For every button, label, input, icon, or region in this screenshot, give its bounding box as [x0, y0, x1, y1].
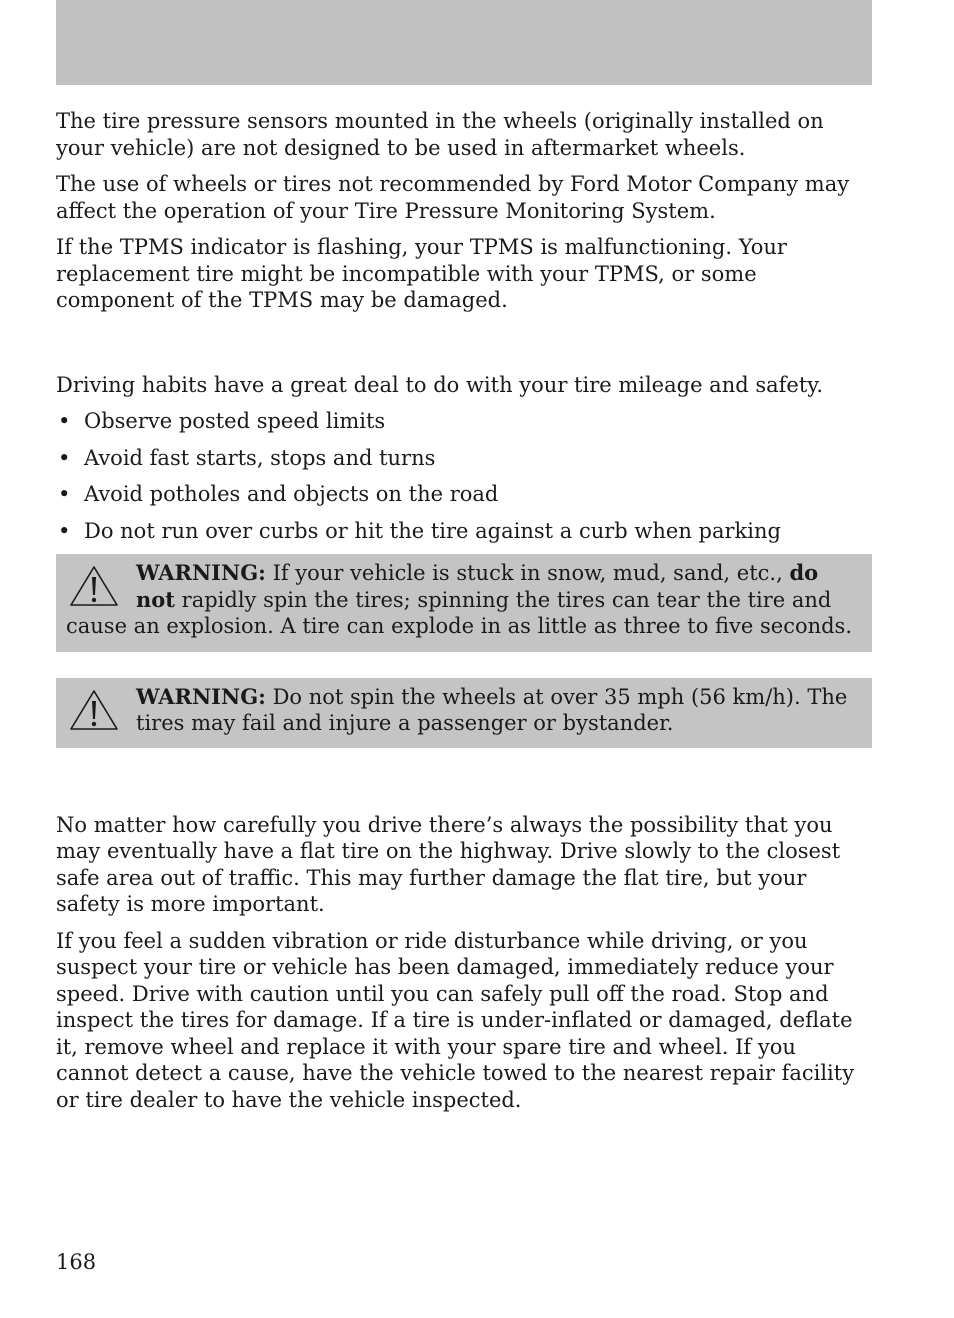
warning-box-spin-speed [56, 678, 872, 748]
page-number: 168 [56, 1250, 97, 1274]
paragraph-vibration: If you feel a sudden vibration or ride disturbance while driving, or you suspect your tire or vehicle has been damaged, immediately reduce your speed. Drive with caution until you can safely pull off the road. Stop and inspect the tires for damage. If a tire is under-inflated or damaged, deflate it, remove wheel and replace it with your spare tire and wheel. If you cannot detect a cause, have the vehicle towed to the nearest repair facility or tire dealer to have the vehicle inspected. [56, 928, 855, 1112]
warning-label: WARNING: [136, 683, 266, 709]
list-item: • Avoid fast starts, stops and turns [56, 445, 872, 472]
paragraph-flat-tire: No matter how carefully you drive there’s always the possibility that you may eventually have a flat tire on the highway. Drive slowly to the closest safe area out of traffic. This may further damage the flat tire, but your safety is more important. [56, 812, 841, 916]
warning-triangle-icon [68, 564, 124, 608]
driving-habits-list [56, 408, 872, 544]
warning-triangle-icon [68, 688, 124, 732]
list-item: • Observe posted speed limits [56, 408, 872, 435]
warning-box-spin-stuck [56, 554, 872, 652]
warning-text: Do not spin the wheels at over 35 mph (56 km/h). The tires may fail and injure a passenger or bystander. [136, 684, 848, 735]
paragraph-aftermarket-wheels: The tire pressure sensors mounted in the wheels (originally installed on your vehicle) are not designed to be used in aftermarket wheels. [56, 109, 824, 160]
list-item: • Do not run over curbs or hit the tire against a curb when parking [56, 518, 872, 545]
list-item: • Avoid potholes and objects on the road [56, 481, 872, 508]
warning-text: If your vehicle is stuck in snow, mud, sand, etc., [265, 561, 790, 585]
paragraph-tpms-flashing: If the TPMS indicator is flashing, your TPMS is malfunctioning. Your replacement tire might be incompatible with your TPMS, or some component of the TPMS may be damaged. [56, 235, 787, 312]
paragraph-driving-habits: Driving habits have a great deal to do with your tire mileage and safety. [56, 372, 824, 397]
warning-label: WARNING: [136, 560, 266, 585]
header-bar [56, 0, 872, 85]
warning-text: rapidly spin the tires; spinning the tires can tear the tire and cause an explosion. A tire can explode in as little as three to five seconds. [66, 587, 853, 638]
warning-emphasis: do not [136, 560, 819, 612]
paragraph-recommended-tires: The use of wheels or tires not recommended by Ford Motor Company may affect the operation of your Tire Pressure Monitoring System. [56, 172, 850, 223]
page-content [56, 108, 872, 1113]
